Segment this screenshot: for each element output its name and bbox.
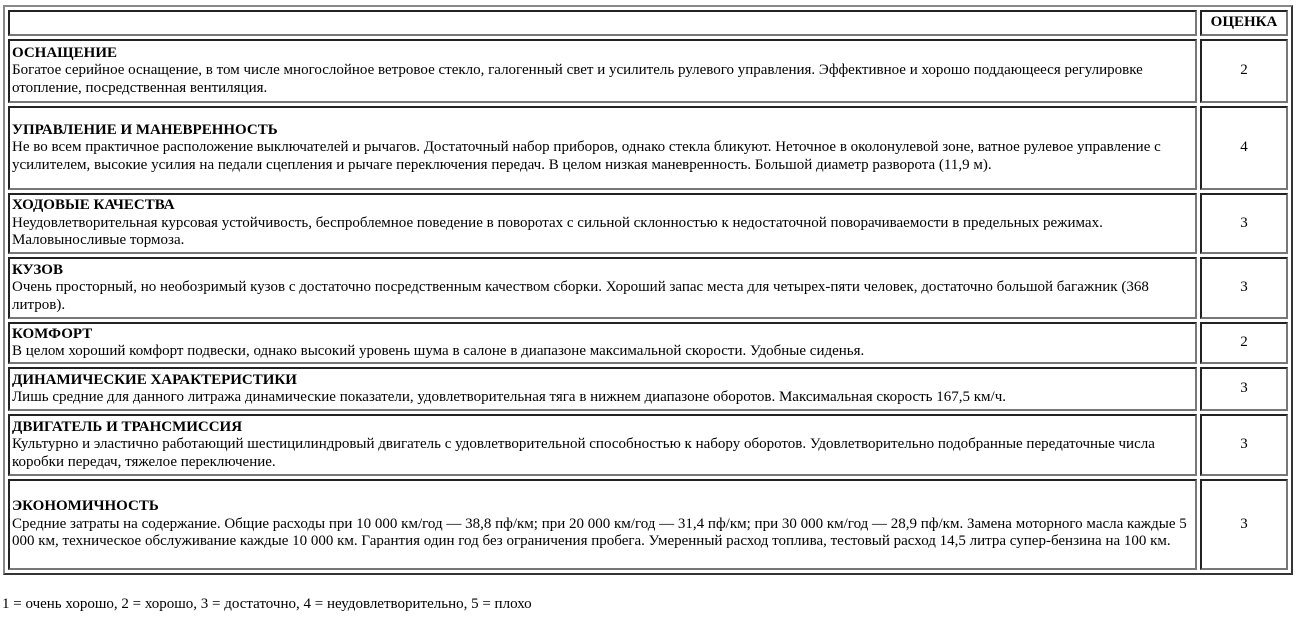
description-cell <box>8 479 1197 570</box>
category-title: КОМФОРТ <box>12 325 93 342</box>
category-text: Неудовлетворительная курсовая устойчивость, беспроблемное поведение в поворотах с сильной склонностью к недостаточной поворачиваемости в предельных режимах. Маловыносливые тормоза. <box>12 214 1103 249</box>
category-title: ДВИГАТЕЛЬ И ТРАНСМИССИЯ <box>12 418 243 435</box>
description-cell <box>8 257 1197 319</box>
header-score-cell: ОЦЕНКА <box>1200 10 1288 36</box>
score-cell: 2 <box>1200 322 1288 364</box>
score-cell: 3 <box>1200 367 1288 411</box>
category-title: ОСНАЩЕНИЕ <box>12 44 117 61</box>
table-row <box>8 257 1288 319</box>
score-cell: 3 <box>1200 414 1288 476</box>
table-row <box>8 322 1288 364</box>
description-cell <box>8 322 1197 364</box>
description-cell <box>8 367 1197 411</box>
category-text: Культурно и эластично работающий шестицилиндровый двигатель с удовлетворительной способностью к набору оборотов. Удовлетворительно подобранные передаточные числа коробки передач, тяжелое переключение. <box>12 436 1155 470</box>
table-row <box>8 106 1288 190</box>
score-cell: 3 <box>1200 479 1288 570</box>
description-cell <box>8 414 1197 476</box>
description-cell <box>8 106 1197 190</box>
category-text: Очень просторный, но необозримый кузов с достаточно посредственным качеством сборки. Хороший запас места для четырех-пяти человек, достаточно большой багажник (368 литров). <box>12 279 1149 313</box>
category-title: КУЗОВ <box>12 261 63 278</box>
rating-table-container <box>3 5 1293 575</box>
table-row <box>8 367 1288 411</box>
category-text: В целом хороший комфорт подвески, однако высокий уровень шума в салоне в диапазоне максимальной скорости. Удобные сиденья. <box>12 343 865 359</box>
category-title: УПРАВЛЕНИЕ И МАНЕВРЕННОСТЬ <box>12 121 278 138</box>
table-row <box>8 193 1288 254</box>
table-header-row <box>8 10 1288 36</box>
table-row <box>8 479 1288 570</box>
score-cell: 2 <box>1200 39 1288 103</box>
rating-table <box>3 5 1293 575</box>
category-text: Лишь средние для данного литража динамические показатели, удовлетворительная тяга в нижнем диапазоне оборотов. Максимальная скорость 167,5 км/ч. <box>12 389 1006 405</box>
table-row <box>8 414 1288 476</box>
score-cell: 3 <box>1200 193 1288 254</box>
category-title: ДИНАМИЧЕСКИЕ ХАРАКТЕРИСТИКИ <box>12 371 297 388</box>
category-text: Богатое серийное оснащение, в том числе многослойное ветровое стекло, галогенный свет и усилитель рулевого управления. Эффективное и хорошо поддающееся регулировке отопление, посредственная вентиляция. <box>12 62 1143 96</box>
score-cell: 3 <box>1200 257 1288 319</box>
table-row <box>8 39 1288 103</box>
header-description-cell <box>8 10 1197 36</box>
description-cell <box>8 39 1197 103</box>
category-text: Средние затраты на содержание. Общие расходы при 10 000 км/год — 38,8 пф/км; при 20 000 км/год — 31,4 пф/км; при 30 000 км/год — 28,9 пф/км. Замена моторного масла каждые 5 000 км, техническое обслуживание каждые 10 000 км. Гарантия один год без ограничения пробега. Умеренный расход топлива, тестовый расход 14,5 литра супер-бензина на 100 км. <box>12 515 1187 550</box>
category-title: ЭКОНОМИЧНОСТЬ <box>12 498 159 515</box>
score-cell: 4 <box>1200 106 1288 190</box>
category-title: ХОДОВЫЕ КАЧЕСТВА <box>12 197 175 214</box>
rating-legend: 1 = очень хорошо, 2 = хорошо, 3 = достаточно, 4 = неудовлетворительно, 5 = плохо <box>2 596 532 612</box>
category-text: Не во всем практичное расположение выключателей и рычагов. Достаточный набор приборов, однако стекла бликуют. Неточное в околонулевой зоне, ватное рулевое управление с усилителем, высокие усилия на педали сцепления и рычаге переключения передач. В целом низкая маневренность. Большой диаметр разворота (11,9 м). <box>12 139 1161 173</box>
description-cell <box>8 193 1197 254</box>
